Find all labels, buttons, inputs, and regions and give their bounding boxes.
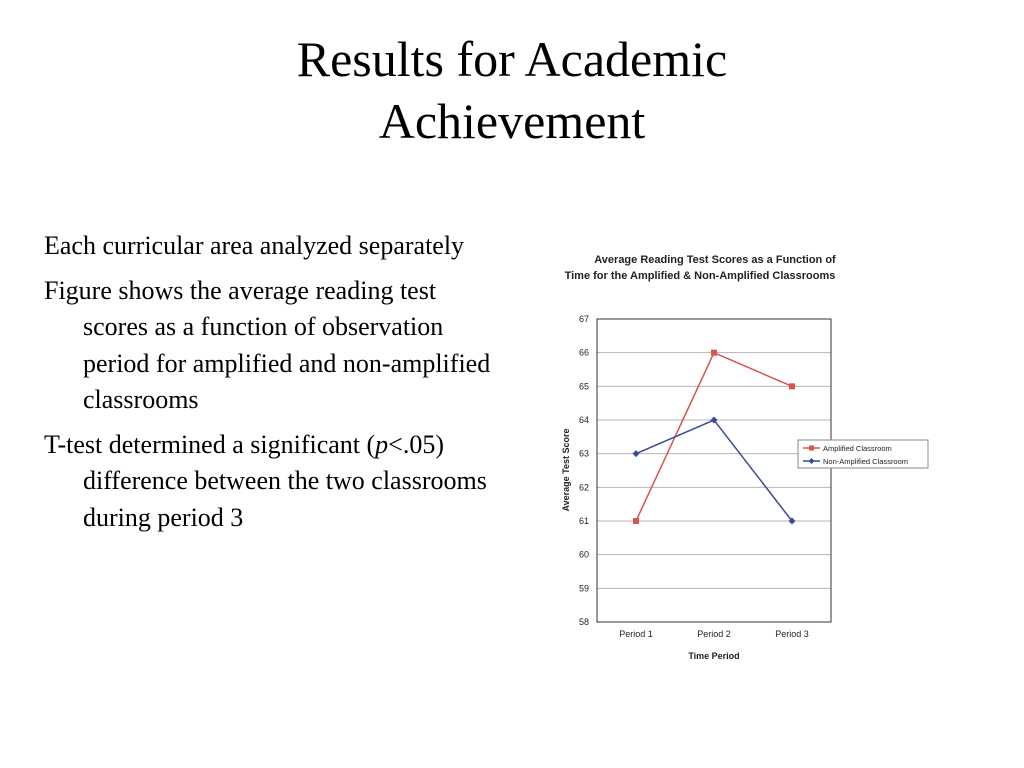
bullet-item bbox=[44, 273, 494, 419]
bullet-text: Figure shows the average reading test scores as a function of observation period for amplified and non-amplified classrooms bbox=[44, 275, 491, 414]
bullet-item bbox=[44, 427, 494, 537]
y-tick-label: 60 bbox=[578, 549, 589, 560]
bullet-text-continued: <.05) difference between the two classrooms during period 3 bbox=[83, 429, 487, 532]
reading-score-chart bbox=[528, 240, 948, 670]
bullet-italic-p: p bbox=[375, 429, 389, 459]
y-tick-labels bbox=[579, 314, 589, 627]
legend bbox=[798, 440, 928, 468]
data-point bbox=[711, 350, 717, 356]
x-tick-label: Period 3 bbox=[775, 629, 809, 639]
x-axis-label: Time Period bbox=[688, 651, 740, 661]
x-tick-label: Period 1 bbox=[619, 629, 653, 639]
y-tick-label: 66 bbox=[578, 347, 589, 358]
y-tick-label: 64 bbox=[578, 415, 589, 425]
y-tick-label: 61 bbox=[578, 516, 589, 526]
y-tick-label: 63 bbox=[578, 448, 589, 459]
series-group bbox=[633, 350, 796, 525]
y-tick-label: 58 bbox=[578, 617, 589, 627]
slide-title bbox=[0, 28, 1024, 152]
legend-label: Non-Amplified Classroom bbox=[823, 457, 909, 466]
legend-marker bbox=[809, 446, 814, 451]
chart-svg bbox=[528, 240, 948, 670]
y-tick-label: 67 bbox=[578, 314, 589, 324]
series-line-0 bbox=[636, 353, 792, 521]
x-tick-labels bbox=[619, 629, 809, 639]
y-tick-label: 65 bbox=[578, 381, 589, 392]
x-tick-label: Period 2 bbox=[697, 629, 731, 639]
bullet-list bbox=[44, 228, 494, 544]
y-tick-label: 59 bbox=[578, 583, 589, 594]
slide-title-line-2: Achievement bbox=[378, 93, 646, 149]
legend-label: Amplified Classroom bbox=[823, 444, 892, 453]
chart-title-line-2: Time for the Amplified & Non-Amplified Classrooms bbox=[564, 270, 836, 282]
plot-frame bbox=[597, 319, 831, 622]
bullet-text: T-test determined a significant ( bbox=[44, 429, 376, 459]
data-point bbox=[789, 383, 795, 389]
bullet-text: Each curricular area analyzed separately bbox=[44, 231, 465, 260]
data-point bbox=[633, 518, 639, 524]
grid-lines bbox=[597, 319, 831, 622]
y-axis-label: Average Test Score bbox=[561, 428, 571, 512]
chart-title-line-1: Average Reading Test Scores as a Function of bbox=[594, 254, 836, 266]
bullet-item bbox=[44, 228, 494, 265]
y-tick-label: 62 bbox=[578, 482, 589, 493]
data-point bbox=[633, 450, 640, 457]
slide-title-line-1: Results for Academic bbox=[296, 31, 728, 87]
